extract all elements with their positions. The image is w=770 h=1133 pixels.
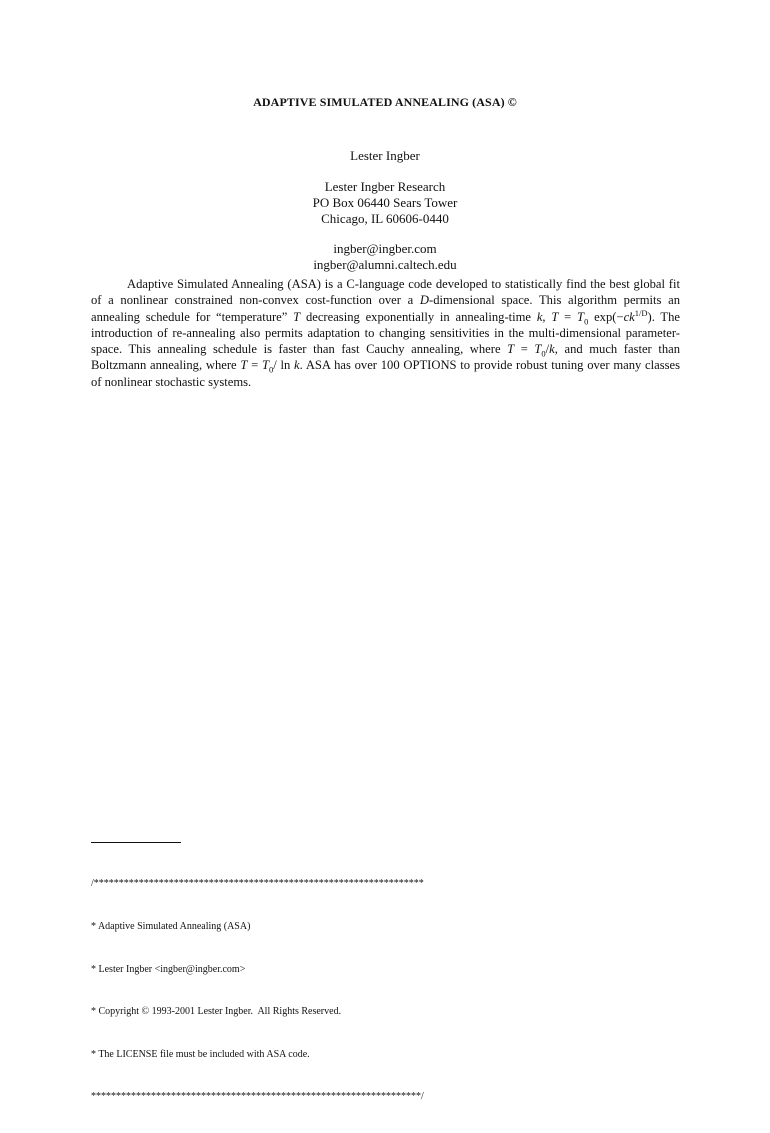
email-primary: ingber@ingber.com	[333, 241, 437, 256]
email-secondary: ingber@alumni.caltech.edu	[313, 257, 457, 272]
abstract-paragraph: Adaptive Simulated Annealing (ASA) is a C-language code developed to statistically find the best global fit of a nonlinear constrained non-convex cost-function over a D-dimensional space. This algorithm permits an annealing schedule for “temperature” T decreasing exponentially in annealing-time k, $T = T_0$ $\exp(-ck^{1/D})$. The introduction of re-annealing also permits adaptation to changing sensitivities in the multi-dimensional parameter-space. This annealing schedule is faster than fast Cauchy annealing, where $T = T_0/k$, and much faster than Boltzmann annealing, where $T = T_0/$ ln k. ASA has over 100 OPTIONS to provide robust tuning over many classes of nonlinear stochastic systems.	[91, 277, 681, 389]
affiliation-address-2: Chicago, IL 60606-0440	[321, 211, 449, 226]
footnote-rule	[91, 842, 181, 843]
footnote-line: * The LICENSE file must be included with ASA code.	[91, 1048, 310, 1060]
paper-title: ADAPTIVE SIMULATED ANNEALING (ASA) ©	[253, 95, 517, 109]
footnote-line: * Adaptive Simulated Annealing (ASA)	[91, 921, 251, 933]
affiliation-address-1: PO Box 06440 Sears Tower	[312, 195, 458, 210]
author-name: Lester Ingber	[350, 148, 420, 163]
footnote-line: * Copyright © 1993-2001 Lester Ingber. All Rights Reserved.	[91, 1006, 342, 1018]
footnote-line: ******************************************************************/	[91, 1091, 424, 1103]
footnote-line: * Lester Ingber <ingber@ingber.com>	[91, 963, 246, 975]
footnote-block	[91, 849, 424, 1133]
affiliation-org: Lester Ingber Research	[324, 179, 446, 194]
footnote-line: /******************************************************************	[91, 878, 424, 890]
